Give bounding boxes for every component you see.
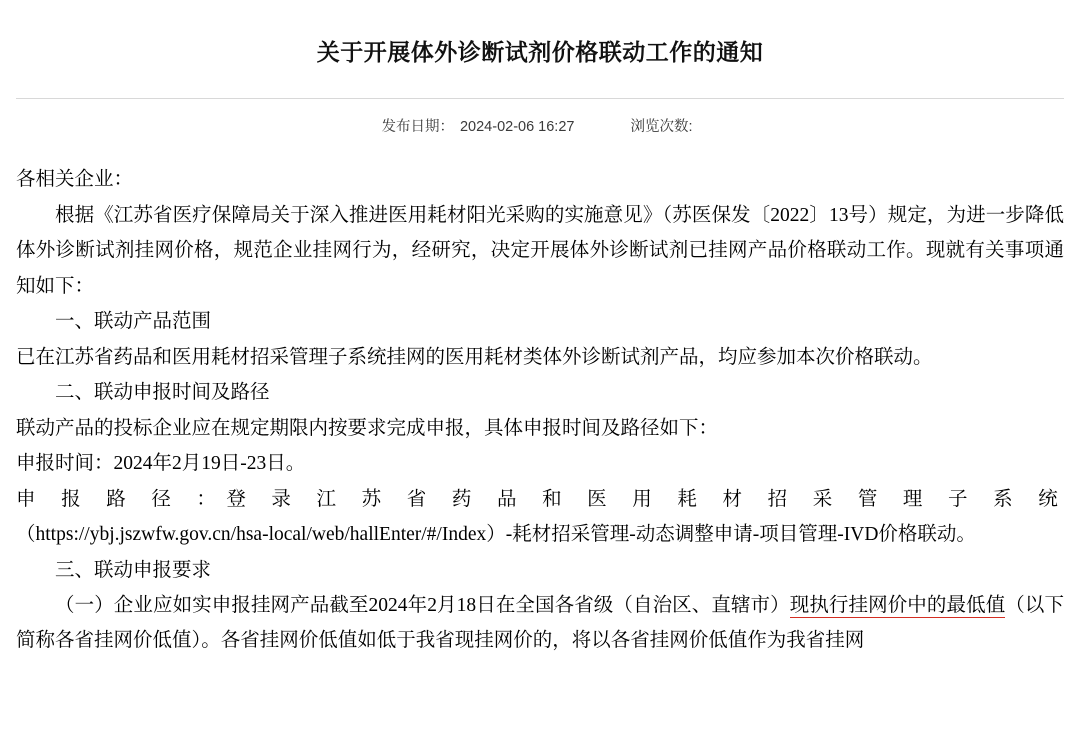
- paren-open: （: [16, 524, 36, 546]
- heading-section-3: 三、联动申报要求: [55, 559, 212, 581]
- highlighted-text-part-1: 现执行挂网价中的最: [789, 595, 967, 616]
- document-body: [16, 162, 1064, 659]
- publish-date-label: 发布日期：: [381, 119, 454, 136]
- heading-section-1: 一、联动产品范围: [55, 311, 212, 333]
- section-3-text-tail: （以下简称各省挂网价低值）。各省挂网价低值如低于我省现挂网价的，将以各省挂网价低值作为我省挂网: [16, 595, 1064, 652]
- view-count-label: 浏览次数:: [630, 119, 693, 136]
- salutation: 各相关企业：: [16, 169, 134, 191]
- paragraph-section-2-body: 联动产品的投标企业应在规定期限内按要求完成申报，具体申报时间及路径如下：: [16, 417, 719, 439]
- paragraph-section-3-body: [16, 588, 1064, 659]
- highlighted-text-part-2: 低值: [966, 595, 1006, 616]
- page-title: 关于开展体外诊断试剂价格联动工作的通知: [316, 39, 764, 65]
- paragraph-declaration-path: [16, 482, 1064, 553]
- document-page: [0, 36, 1080, 745]
- heading-section-2: 二、联动申报时间及路径: [55, 382, 270, 404]
- publish-date: [381, 115, 574, 136]
- paragraph-declaration-time: 申报时间：2024年2月19日-23日。: [16, 453, 306, 475]
- publish-date-value: 2024-02-06 16:27: [459, 119, 575, 136]
- declaration-path-url: https://ybj.jszwfw.gov.cn/hsa-local/web/hallEnter/#/Index: [35, 524, 487, 546]
- paragraph-section-1-body: 已在江苏省药品和医用耗材招采管理子系统挂网的医用耗材类体外诊断试剂产品，均应参加本次价格联动。: [16, 346, 933, 368]
- declaration-path-steps: -耗材招采管理-动态调整申请-项目管理-IVD价格联动。: [505, 524, 976, 546]
- paragraph-intro: 根据《江苏省医疗保障局关于深入推进医用耗材阳光采购的实施意见》（苏医保发〔2022〕13号）规定，为进一步降低体外诊断试剂挂网价格，规范企业挂网行为，经研究，决定开展体外诊断试剂已挂网产品价格联动工作。现就有关事项通知如下：: [16, 204, 1064, 297]
- view-count: [630, 115, 698, 136]
- paren-close: ）: [486, 524, 506, 546]
- section-3-text-lead: （一）企业应如实申报挂网产品截至2024年2月18日在全国各省级（自治区、直辖市）: [55, 595, 790, 616]
- document-meta: [16, 115, 1064, 136]
- declaration-path-system: 登 录 江 苏 省 药 品 和 医 用 耗 材 招 采 管 理 子 系 统: [226, 488, 1064, 510]
- declaration-path-label: 申 报 路 径 ：: [16, 488, 227, 510]
- title-divider: [16, 98, 1064, 99]
